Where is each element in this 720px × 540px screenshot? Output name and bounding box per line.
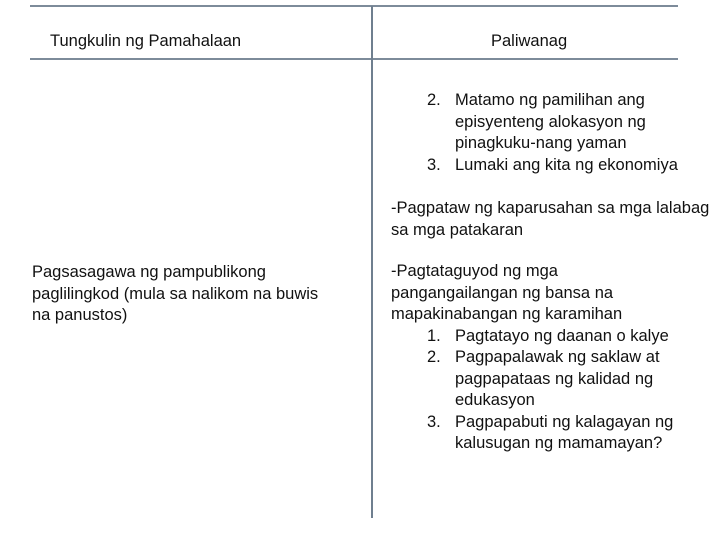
text-line: Pagsasagawa ng pampublikong (32, 263, 266, 281)
text-line: na panustos) (32, 306, 128, 324)
list-number: 2. (427, 91, 441, 109)
list-item (391, 347, 673, 412)
intro-line: -Pagtataguyod ng mga (391, 262, 558, 280)
list-line: Pagtatayo ng daanan o kalye (455, 326, 669, 345)
list-number: 3. (427, 412, 441, 431)
list-line: Pagpapabuti ng kalagayan ng (455, 412, 674, 431)
column-divider (371, 6, 373, 518)
list-item (391, 412, 673, 455)
list-line: edukasyon (455, 391, 535, 409)
list-line: episyenteng alokasyon ng (455, 112, 646, 131)
text-line: paglilingkod (mula sa nalikom na buwis (32, 284, 319, 303)
list-number: 1. (427, 326, 441, 345)
list-item (391, 326, 673, 348)
header-role: Tungkulin ng Pamahalaan (50, 32, 242, 50)
list-line: pinagkuku-nang yaman (455, 134, 627, 152)
note-line: -Pagpataw ng kaparusahan sa mga lalabag (391, 199, 710, 217)
intro-line: mapakinabangan ng karamihan (391, 305, 623, 323)
list-line: Pagpapalawak ng saklaw at (455, 348, 660, 366)
list-line: kalusugan ng mamamayan? (455, 434, 663, 452)
header-bottom-border (30, 58, 678, 60)
penalty-note (391, 198, 720, 241)
public-service-text (32, 262, 318, 327)
list-line: Lumaki ang kita ng ekonomiya (455, 155, 678, 174)
top-numbered-list (391, 90, 678, 176)
list-line: pagpapataas ng kalidad ng (455, 369, 654, 388)
promotion-section (391, 261, 673, 455)
list-item (391, 155, 678, 177)
note-line: sa mga patakaran (391, 220, 524, 239)
list-item (391, 90, 678, 155)
list-line: Matamo ng pamilihan ang (455, 91, 645, 109)
list-number: 3. (427, 155, 441, 174)
list-number: 2. (427, 348, 441, 366)
table-top-border (30, 5, 678, 7)
header-explanation: Paliwanag (491, 32, 568, 50)
intro-line: pangangailangan ng bansa na (391, 283, 614, 302)
